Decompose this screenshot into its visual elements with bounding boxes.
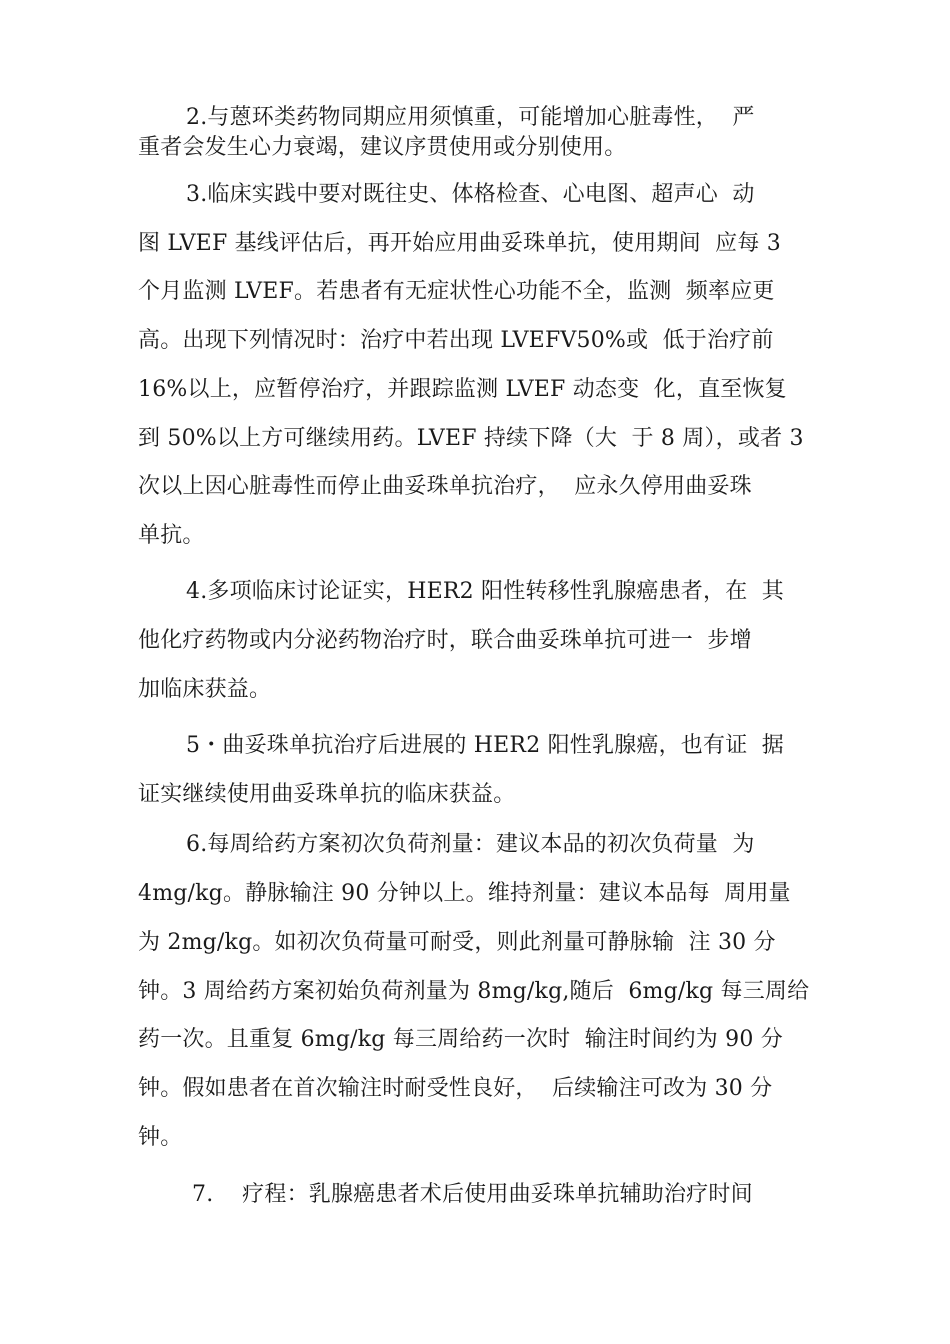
text-line: 6.每周给药方案初次负荷剂量：建议本品的初次负荷量 为 <box>186 832 755 857</box>
text-line: 高。出现下列情况时：治疗中若出现 LVEFV50%或 低于治疗前 <box>138 328 774 353</box>
text-line: 药一次。且重复 6mg/kg 每三周给药一次时 输注时间约为 90 分 <box>138 1027 783 1052</box>
text-line: 重者会发生心力衰竭，建议序贯使用或分别使用。 <box>138 135 627 160</box>
text-line: 他化疗药物或内分泌药物治疗时，联合曲妥珠单抗可进一 步增 <box>138 628 752 653</box>
text-line: 证实继续使用曲妥珠单抗的临床获益。 <box>138 782 516 807</box>
text-line: 加临床获益。 <box>138 677 272 702</box>
text-line: 钟。3 周给药方案初始负荷剂量为 8mg/kg,随后 6mg/kg 每三周给 <box>138 979 810 1004</box>
text-line: 到 50%以上方可继续用药。LVEF 持续下降（大 于 8 周），或者 3 <box>138 426 804 451</box>
text-line: 图 LVEF 基线评估后，再开始应用曲妥珠单抗，使用期间 应每 3 <box>138 231 781 256</box>
text-line: 次以上因心脏毒性而停止曲妥珠单抗治疗， 应永久停用曲妥珠 <box>138 474 752 499</box>
text-line: 单抗。 <box>138 523 205 548</box>
text-line: 钟。假如患者在首次输注时耐受性良好， 后续输注可改为 30 分 <box>138 1076 773 1101</box>
text-line: 4.多项临床讨论证实，HER2 阳性转移性乳腺癌患者，在 其 <box>186 579 784 604</box>
text-line: 16%以上，应暂停治疗，并跟踪监测 LVEF 动态变 化，直至恢复 <box>138 377 787 402</box>
text-line: 4mg/kg。静脉输注 90 分钟以上。维持剂量：建议本品每 周用量 <box>138 881 791 906</box>
text-line: 2.与蒽环类药物同期应用须慎重，可能增加心脏毒性， 严 <box>186 105 755 130</box>
text-line: 为 2mg/kg。如初次负荷量可耐受，则此剂量可静脉输 注 30 分 <box>138 930 776 955</box>
text-line: 个月监测 LVEF。若患者有无症状性心功能不全，监测 频率应更 <box>138 279 775 304</box>
text-line: 7. 疗程：乳腺癌患者术后使用曲妥珠单抗辅助治疗时间 <box>192 1182 753 1207</box>
text-line: 钟。 <box>138 1125 183 1150</box>
text-line: 5・曲妥珠单抗治疗后进展的 HER2 阳性乳腺癌，也有证 据 <box>186 733 784 758</box>
text-line: 3.临床实践中要对既往史、体格检查、心电图、超声心 动 <box>186 182 755 207</box>
